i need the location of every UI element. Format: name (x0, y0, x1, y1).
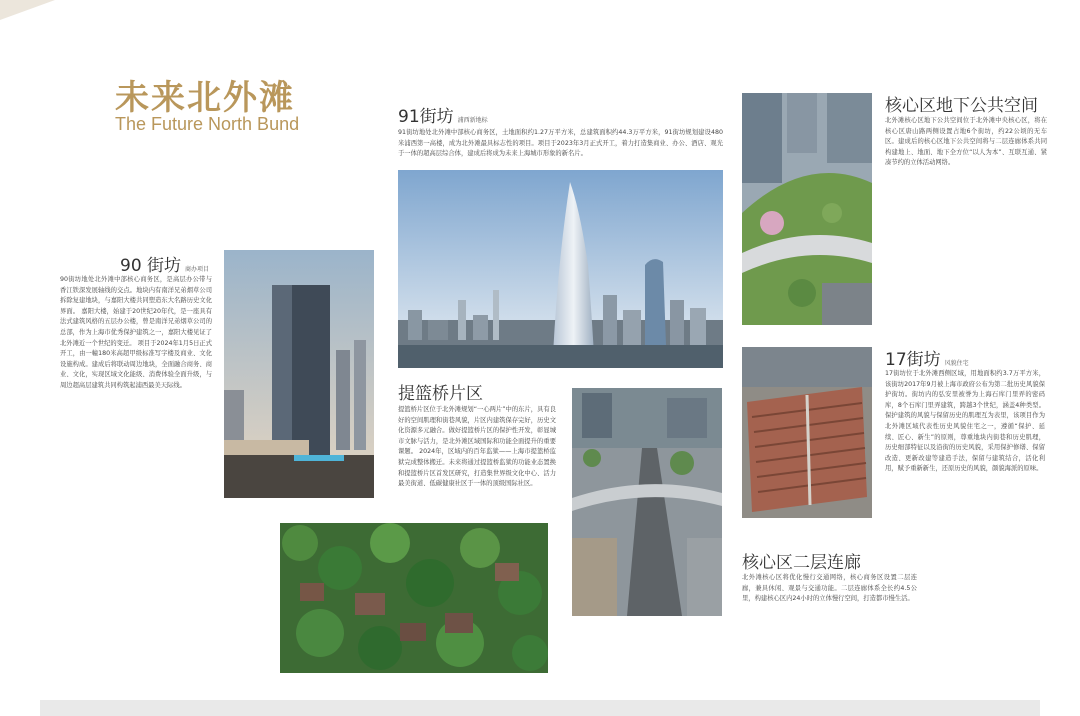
section-90-title (120, 251, 209, 276)
page-title: 未来北外滩 (115, 78, 295, 118)
residential-trees-photo (280, 523, 548, 673)
corner-decoration (0, 0, 60, 22)
tower-skyline-photo (398, 170, 723, 368)
green-bridge-photo (742, 93, 872, 325)
section-90-subtitle: 商办项目 (185, 266, 210, 273)
street-aerial-photo (572, 388, 722, 616)
section-underground-body: 北外滩核心区地下公共空间位于北外滩中央核心区，将在核心区唐山路两侧设置占地6个街坊，约22公顷的无车区。建成后的核心区地下公共空间将与二层连廊体系共同构建地上、地面、地下全方位“以人为本”、互联互通、紧凑节约的立体活动网络。 (885, 117, 1047, 167)
section-91-subtitle: 浦西新地标 (457, 117, 488, 124)
heritage-block-photo (742, 347, 872, 518)
section-90-title-text: 90 街坊 (120, 256, 182, 276)
office-tower-photo (224, 250, 374, 498)
section-91-title-text: 91街坊 (398, 107, 454, 127)
page-title-en: The Future North Bund (115, 114, 300, 134)
section-17-subtitle: 风貌住宅 (944, 360, 969, 367)
section-underground-title: 核心区地下公共空间 (885, 96, 1038, 116)
bottom-strip (40, 700, 1040, 716)
section-corridor-body: 北外滩核心区将优化慢行交通网络，核心商务区设置二层连廊，兼具休闲、观景与交通功能。二层连廊体系全长约4.5公里，构建核心区内24小时的立体慢行空间，打造都市慢生活。 (742, 574, 917, 603)
section-17-title-text: 17街坊 (885, 350, 941, 370)
section-17-body: 17街坊位于北外滩西侧区域，用地面积约3.7万平方米，该街坊2017年9月被上海市政府公布为第二批历史风貌保护街坊。街坊内的弘安里被誉为上海石库门里弄的密码库，8个石库门里弄建筑，跨越3个世纪，涵盖4种类型。保护建筑的风貌与保留历史的肌理互为表里，该项目作为北外滩区域代表性历史风貌住宅之一，遵循“保护、延续、匠心、新生”的原则，尊重地块内街巷和历史肌理，历史细部特征以及沿街的历史风貌，采用保护修缮、保留改造、更新改建等建造手法，保留与建筑结合，活化利用，赋予重新新生，还原历史的风貌，颜貌海派的原味。 (885, 370, 1045, 473)
section-91-body: 91街坊地处北外滩中部核心商务区，土地面积约1.27万平方米，总建筑面积约44.3万平方米，91街坊规划建设480米浦西第一高楼，成为北外滩最具标志性的项目。项目于2023年3月正式开工，着力打造集商业、办公、酒店、观光于一体的超高层综合体，建成后将成为未来上海城市形象的新名片。 (398, 129, 723, 158)
section-tilanqiao-title: 提篮桥片区 (398, 384, 483, 404)
section-tilanqiao-body: 提篮桥片区位于北外滩规划“一心两片”中的东片，具有良好的空间肌理和街巷风貌，片区内建筑保存完好，历史文化资源多元融合。做好提篮桥片区的保护性开发，彰显城市文脉与活力，是北外滩区域国际和功能全面提升的重要课题。 2024年，区域内的百年监狱——上海市提篮桥监狱完成整体搬迁。未来将通过提篮桥监狱的功能业态置换和提篮桥片区首发区研究，打造集世界级文化中心、活力最美街道、低碳健康社区于一体的顶级国际社区。 (398, 406, 556, 488)
section-90-body: 90街坊地处北外滩中部核心商务区，是高层办公带与香江铁深发展轴线的交点。地块内有南洋兄弟烟草公司拆除复建地块，与嘉阳大楼共同塑造东大名路历史文化界面。 嘉阳大楼，始建于20世纪20年代，是一座具有法式建筑风格的五层办公楼，曾是南洋兄弟烟草公司的总部，作为上海市优秀保护建筑之一，嘉阳大楼见证了北外滩近一个世纪的变迁。 项目于2024年1月5日正式开工，由一幢180米高超甲级标准写字楼及商业、文化设施构成。建成后将联动周边地块，全面融合商务、商业、文化，实现区域文化能级、消费体验全面升级，与周边超高层建筑共同构筑起浦西最美天际线。 (60, 276, 212, 389)
section-91-title (398, 102, 488, 127)
section-17-title (885, 345, 969, 370)
section-corridor-title: 核心区二层连廊 (742, 553, 861, 573)
